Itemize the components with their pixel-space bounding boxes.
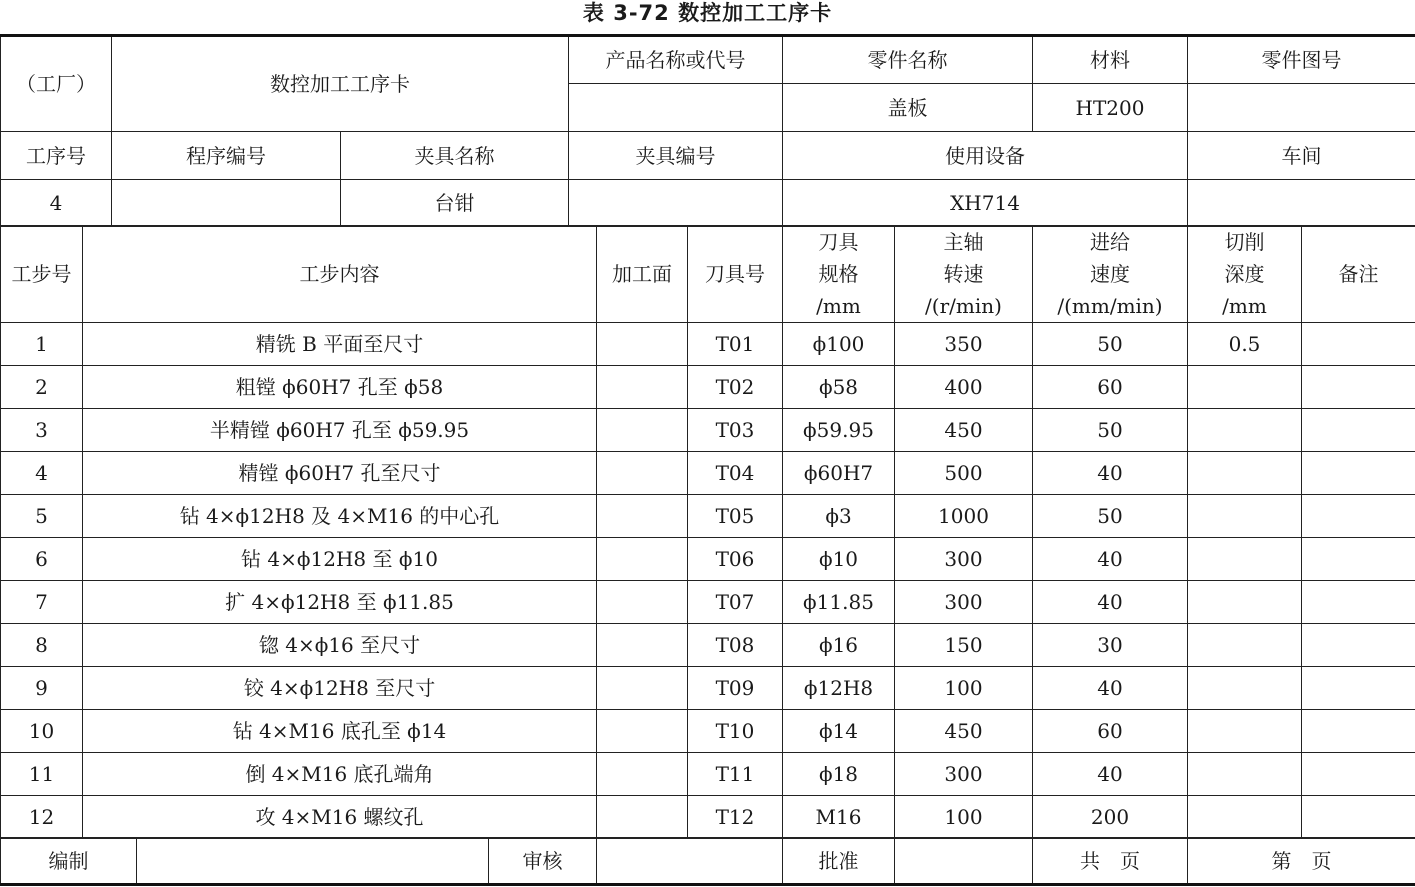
approved-label: 批准: [783, 838, 895, 885]
step-content-cell: 钻 4×ϕ12H8 至 ϕ10: [83, 538, 597, 581]
tool-spec-header-line1: 刀具: [818, 230, 859, 254]
program-no-label: 程序编号: [112, 132, 341, 180]
step-tool-spec-cell: ϕ59.95: [783, 409, 895, 452]
step-content-cell: 锪 4×ϕ16 至尺寸: [83, 624, 597, 667]
step-depth-cell: [1188, 796, 1302, 839]
table-row: [1, 710, 1415, 753]
step-content-cell: 精镗 ϕ60H7 孔至尺寸: [83, 452, 597, 495]
step-content-cell: 粗镗 ϕ60H7 孔至 ϕ58: [83, 366, 597, 409]
step-remark-cell: [1302, 323, 1415, 366]
table-row: [1, 581, 1415, 624]
step-spindle-speed-cell: 400: [895, 366, 1033, 409]
step-tool-cell: T01: [688, 323, 783, 366]
step-spindle-speed-cell: 100: [895, 796, 1033, 839]
prepared-label: 编制: [1, 838, 137, 885]
product-label: 产品名称或代号: [569, 36, 783, 84]
tool-spec-header: [783, 226, 895, 323]
spindle-header-line1: 主轴: [943, 230, 984, 254]
step-no-cell: 6: [1, 538, 83, 581]
step-surface-cell: [597, 538, 688, 581]
step-tool-cell: T04: [688, 452, 783, 495]
feed-header-unit: /(mm/min): [1057, 294, 1163, 318]
feed-header-line1: 进给: [1090, 230, 1130, 254]
spindle-header-unit: /(r/min): [925, 294, 1002, 318]
step-surface-cell: [597, 581, 688, 624]
step-tool-spec-cell: ϕ12H8: [783, 667, 895, 710]
card-name-cell: 数控加工工序卡: [112, 36, 569, 132]
step-feed-cell: 30: [1033, 624, 1188, 667]
step-tool-cell: T05: [688, 495, 783, 538]
step-surface-cell: [597, 452, 688, 495]
page-number: 第 页: [1188, 838, 1415, 885]
fixture-name-label: 夹具名称: [341, 132, 569, 180]
remark-header: 备注: [1302, 226, 1415, 323]
step-remark-cell: [1302, 452, 1415, 495]
step-feed-cell: 50: [1033, 495, 1188, 538]
feed-header-line2: 速度: [1090, 262, 1130, 286]
step-feed-cell: 40: [1033, 581, 1188, 624]
step-content-cell: 扩 4×ϕ12H8 至 ϕ11.85: [83, 581, 597, 624]
step-tool-spec-cell: ϕ3: [783, 495, 895, 538]
step-feed-cell: 40: [1033, 538, 1188, 581]
feed-header: [1033, 226, 1188, 323]
step-surface-cell: [597, 323, 688, 366]
reviewed-label: 审核: [489, 838, 597, 885]
step-tool-cell: T08: [688, 624, 783, 667]
step-feed-cell: 200: [1033, 796, 1188, 839]
step-remark-cell: [1302, 753, 1415, 796]
process-no-value: 4: [1, 180, 112, 227]
step-remark-cell: [1302, 710, 1415, 753]
step-tool-spec-cell: ϕ100: [783, 323, 895, 366]
step-depth-cell: 0.5: [1188, 323, 1302, 366]
step-feed-cell: 40: [1033, 753, 1188, 796]
step-remark-cell: [1302, 667, 1415, 710]
step-content-cell: 倒 4×M16 底孔端角: [83, 753, 597, 796]
step-spindle-speed-cell: 450: [895, 710, 1033, 753]
step-depth-cell: [1188, 409, 1302, 452]
total-pages: 共 页: [1033, 838, 1188, 885]
signoff-table: [0, 837, 1415, 886]
table-row: [1, 753, 1415, 796]
material-label: 材料: [1033, 36, 1188, 84]
step-tool-cell: T09: [688, 667, 783, 710]
step-depth-cell: [1188, 538, 1302, 581]
depth-header-unit: /mm: [1222, 294, 1267, 318]
step-tool-cell: T06: [688, 538, 783, 581]
step-tool-cell: T07: [688, 581, 783, 624]
step-no-cell: 7: [1, 581, 83, 624]
step-content-cell: 半精镗 ϕ60H7 孔至 ϕ59.95: [83, 409, 597, 452]
step-spindle-speed-cell: 350: [895, 323, 1033, 366]
step-feed-cell: 60: [1033, 710, 1188, 753]
table-row: [1, 624, 1415, 667]
step-tool-spec-cell: ϕ60H7: [783, 452, 895, 495]
table-row: [1, 452, 1415, 495]
step-no-cell: 4: [1, 452, 83, 495]
step-content-cell: 铰 4×ϕ12H8 至尺寸: [83, 667, 597, 710]
step-depth-cell: [1188, 452, 1302, 495]
step-tool-spec-cell: ϕ10: [783, 538, 895, 581]
depth-header-line2: 深度: [1224, 262, 1265, 286]
equipment-value: XH714: [783, 180, 1188, 227]
step-depth-cell: [1188, 366, 1302, 409]
step-spindle-speed-cell: 100: [895, 667, 1033, 710]
step-tool-spec-cell: M16: [783, 796, 895, 839]
step-feed-cell: 50: [1033, 323, 1188, 366]
steps-table: [0, 225, 1415, 839]
step-no-cell: 5: [1, 495, 83, 538]
spindle-header: [895, 226, 1033, 323]
step-no-header: 工步号: [1, 226, 83, 323]
step-depth-cell: [1188, 667, 1302, 710]
step-no-cell: 2: [1, 366, 83, 409]
part-name-label: 零件名称: [783, 36, 1033, 84]
step-spindle-speed-cell: 450: [895, 409, 1033, 452]
step-remark-cell: [1302, 495, 1415, 538]
step-no-cell: 12: [1, 796, 83, 839]
drawing-value: [1188, 84, 1415, 132]
step-tool-cell: T03: [688, 409, 783, 452]
table-row: [1, 323, 1415, 366]
step-content-cell: 精铣 B 平面至尺寸: [83, 323, 597, 366]
step-no-cell: 9: [1, 667, 83, 710]
approved-value: [895, 838, 1033, 885]
step-depth-cell: [1188, 753, 1302, 796]
step-feed-cell: 60: [1033, 366, 1188, 409]
fixture-no-label: 夹具编号: [569, 132, 783, 180]
workshop-label: 车间: [1188, 132, 1415, 180]
drawing-label: 零件图号: [1188, 36, 1415, 84]
table-row: [1, 409, 1415, 452]
step-spindle-speed-cell: 1000: [895, 495, 1033, 538]
step-remark-cell: [1302, 796, 1415, 839]
step-surface-cell: [597, 796, 688, 839]
step-no-cell: 10: [1, 710, 83, 753]
step-remark-cell: [1302, 366, 1415, 409]
step-feed-cell: 40: [1033, 452, 1188, 495]
step-remark-cell: [1302, 538, 1415, 581]
step-tool-spec-cell: ϕ16: [783, 624, 895, 667]
prepared-value: [137, 838, 489, 885]
step-feed-cell: 40: [1033, 667, 1188, 710]
step-spindle-speed-cell: 500: [895, 452, 1033, 495]
program-no-value: [112, 180, 341, 227]
table-row: [1, 667, 1415, 710]
step-feed-cell: 50: [1033, 409, 1188, 452]
step-no-cell: 1: [1, 323, 83, 366]
table-row: [1, 366, 1415, 409]
step-tool-spec-cell: ϕ11.85: [783, 581, 895, 624]
tool-no-header: 刀具号: [688, 226, 783, 323]
step-tool-cell: T11: [688, 753, 783, 796]
step-surface-cell: [597, 409, 688, 452]
step-depth-cell: [1188, 624, 1302, 667]
product-value: [569, 84, 783, 132]
workshop-value: [1188, 180, 1415, 227]
step-rows: [1, 323, 1415, 839]
equipment-label: 使用设备: [783, 132, 1188, 180]
step-spindle-speed-cell: 150: [895, 624, 1033, 667]
table-title: 表 3-72 数控加工工序卡: [582, 1, 833, 25]
step-tool-spec-cell: ϕ18: [783, 753, 895, 796]
table-row: [1, 538, 1415, 581]
step-tool-cell: T12: [688, 796, 783, 839]
surface-header: 加工面: [597, 226, 688, 323]
step-surface-cell: [597, 710, 688, 753]
content-header: 工步内容: [83, 226, 597, 323]
step-no-cell: 11: [1, 753, 83, 796]
step-content-cell: 钻 4×M16 底孔至 ϕ14: [83, 710, 597, 753]
step-tool-cell: T10: [688, 710, 783, 753]
step-tool-spec-cell: ϕ58: [783, 366, 895, 409]
step-surface-cell: [597, 667, 688, 710]
table-row: [1, 495, 1415, 538]
tool-spec-header-unit: /mm: [816, 294, 861, 318]
step-tool-cell: T02: [688, 366, 783, 409]
part-name-value: 盖板: [783, 84, 1033, 132]
spindle-header-line2: 转速: [943, 262, 984, 286]
step-spindle-speed-cell: 300: [895, 753, 1033, 796]
material-value: HT200: [1033, 84, 1188, 132]
step-content-cell: 钻 4×ϕ12H8 及 4×M16 的中心孔: [83, 495, 597, 538]
tool-spec-header-line2: 规格: [818, 262, 859, 286]
step-content-cell: 攻 4×M16 螺纹孔: [83, 796, 597, 839]
step-tool-spec-cell: ϕ14: [783, 710, 895, 753]
step-surface-cell: [597, 495, 688, 538]
step-depth-cell: [1188, 495, 1302, 538]
step-spindle-speed-cell: 300: [895, 581, 1033, 624]
step-no-cell: 3: [1, 409, 83, 452]
step-spindle-speed-cell: 300: [895, 538, 1033, 581]
reviewed-value: [597, 838, 783, 885]
step-surface-cell: [597, 753, 688, 796]
step-surface-cell: [597, 366, 688, 409]
step-remark-cell: [1302, 409, 1415, 452]
table-row: [1, 796, 1415, 839]
header-table: [0, 34, 1415, 227]
depth-header-line1: 切削: [1224, 230, 1265, 254]
factory-cell: （工厂）: [1, 36, 112, 132]
step-depth-cell: [1188, 710, 1302, 753]
step-remark-cell: [1302, 624, 1415, 667]
step-depth-cell: [1188, 581, 1302, 624]
process-no-label: 工序号: [1, 132, 112, 180]
step-surface-cell: [597, 624, 688, 667]
fixture-name-value: 台钳: [341, 180, 569, 227]
step-no-cell: 8: [1, 624, 83, 667]
depth-header: [1188, 226, 1302, 323]
fixture-no-value: [569, 180, 783, 227]
step-remark-cell: [1302, 581, 1415, 624]
